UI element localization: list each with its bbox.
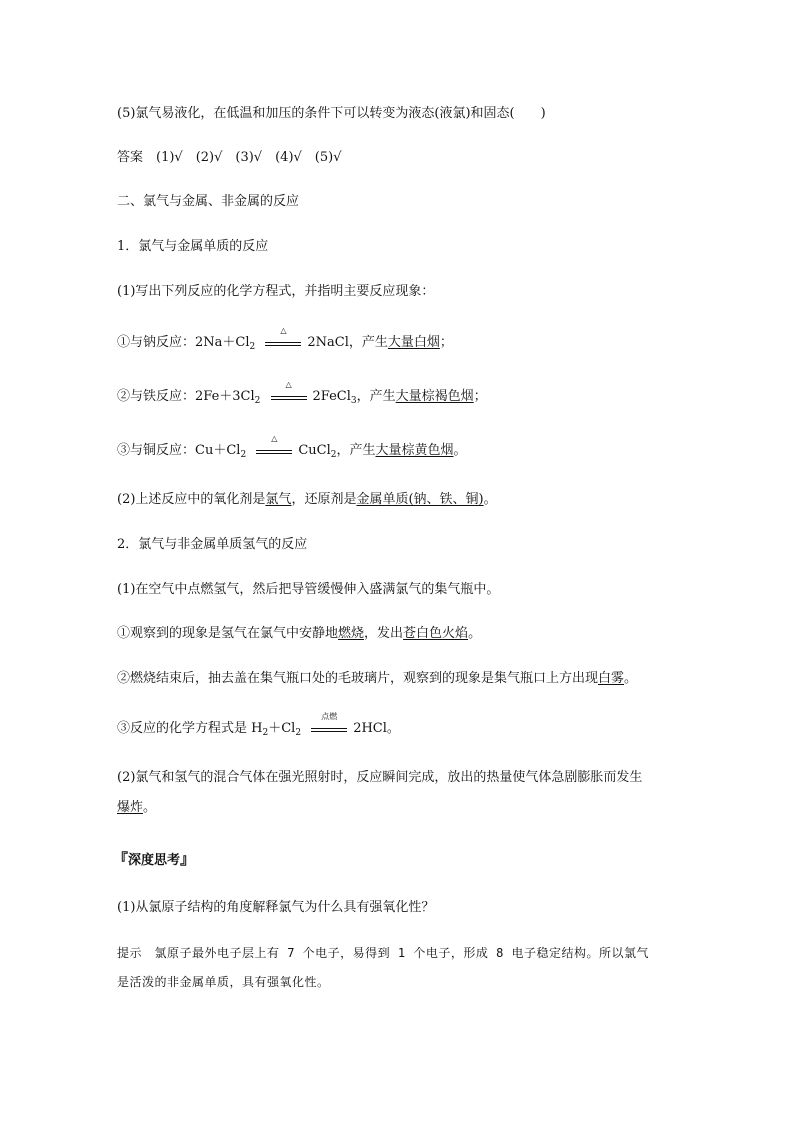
question-5: (5)氯气易液化，在低温和加压的条件下可以转变为液态(液氯)和固态( )	[117, 106, 546, 121]
hydrogen-step-1: (1)在空气中点燃氢气，然后把导管缓慢伸入盛满氯气的集气瓶中。	[117, 582, 500, 597]
reaction-sodium: ①与钠反应：$2Na+Cl_2$ △ 2NaCl，产生大量白烟；	[117, 326, 453, 352]
section-heading-2: 二、氯气与金属、非金属的反应	[117, 194, 300, 209]
answer-line: 答案 (1)√ (2)√ (3)√ (4)√ (5)√	[117, 150, 342, 165]
hydrogen-after-burning: ②燃烧结束后，抽去盖在集气瓶口处的毛玻璃片，观察到的现象是集气瓶口上方出现白雾。	[117, 671, 638, 686]
subheading-hydrogen: 2．氯气与非金属单质氢气的反应	[117, 537, 308, 552]
hydrogen-explosion-cont: 爆炸。	[117, 800, 157, 815]
deep-question-1: (1)从氯原子结构的角度解释氯气为什么具有强氧化性？	[117, 900, 435, 915]
task-1: (1)写出下列反应的化学方程式，并指明主要反应现象：	[117, 284, 435, 299]
hint-line-2: 是活泼的非金属单质，具有强氧化性。	[117, 975, 330, 989]
equilibrium-sign: 点燃	[309, 719, 349, 739]
reaction-iron: ②与铁反应：$2Fe+3Cl_2$ △ 2FeCl$_3$，产生大量棕褐色烟；	[117, 380, 487, 406]
equilibrium-sign: △	[269, 387, 309, 407]
equilibrium-sign: △	[263, 333, 303, 353]
hydrogen-equation: ③反应的化学方程式是 $H_2+Cl_2$ 点燃 2HCl。	[117, 712, 400, 738]
hydrogen-observation: ①观察到的现象是氢气在氯气中安静地燃烧，发出苍白色火焰。	[117, 626, 482, 641]
reaction-copper: ③与铜反应：$Cu+Cl_2$ △ CuCl$_2$，产生大量棕黄色烟。	[117, 434, 467, 460]
hint-line-1: 提示 氯原子最外电子层上有 7 个电子，易得到 1 个电子，形成 8 电子稳定结构。所以氯气	[117, 946, 650, 960]
equilibrium-sign: △	[254, 441, 294, 461]
task-2-agents: (2)上述反应中的氧化剂是氯气，还原剂是金属单质(钠、铁、铜)。	[117, 492, 497, 507]
subheading-metal: 1．氯气与金属单质的反应	[117, 239, 269, 254]
deep-thinking-heading: 『深度思考』	[113, 850, 196, 868]
hydrogen-explosion: (2)氯气和氢气的混合气体在强光照射时，反应瞬间完成，放出的热量使气体急剧膨胀而发生	[117, 770, 643, 785]
